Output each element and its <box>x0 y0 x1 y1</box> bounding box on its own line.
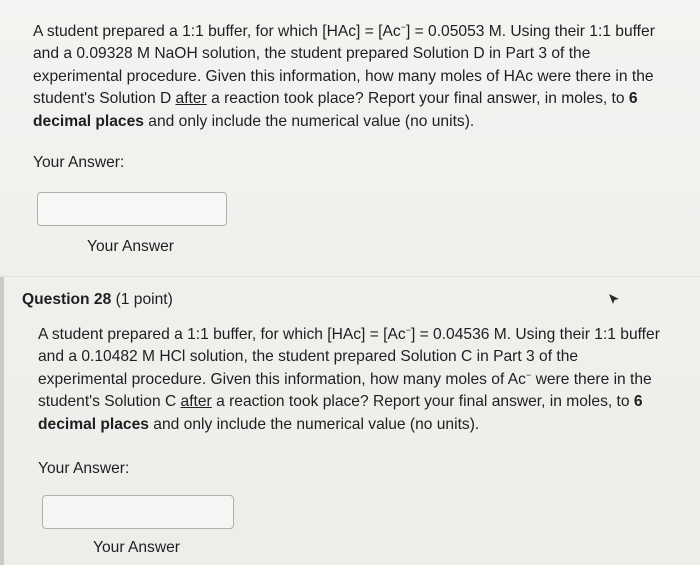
question-28-left-border <box>0 277 4 565</box>
question-28-answer-input[interactable] <box>42 495 234 529</box>
question-28-heading: Question 28 (1 point) <box>22 291 173 308</box>
question-27-answer-caption: Your Answer <box>87 238 174 255</box>
question-27-prompt: A student prepared a 1:1 buffer, for which [HAc] = [Ac−] = 0.05053 M. Using their 1:1 buffer and a 0.09328 M NaOH solution, the student prepared Solution D in Part 3 of the experimental procedure. Given this information, how many moles of HAc were there in the student's Solution D after a reaction took place? Report your final answer, in moles, to 6 decimal places and only include the numerical value (no units). <box>33 22 655 130</box>
question-27-answer-label: Your Answer: <box>33 154 125 171</box>
question-28-prompt: A student prepared a 1:1 buffer, for which [HAc] = [Ac−] = 0.04536 M. Using their 1:1 buffer and a 0.10482 M HCl solution, the student prepared Solution C in Part 3 of the experimental procedure. Given this information, how many moles of Ac− were there in the student's Solution C after a reaction took place? Report your final answer, in moles, to 6 decimal places and only include the numerical value (no units). <box>38 325 660 433</box>
question-divider <box>0 276 700 277</box>
question-27-answer-input[interactable] <box>37 192 227 226</box>
question-28-answer-caption: Your Answer <box>93 539 180 556</box>
mouse-pointer-icon <box>607 292 621 306</box>
question-28-answer-label: Your Answer: <box>38 460 130 477</box>
